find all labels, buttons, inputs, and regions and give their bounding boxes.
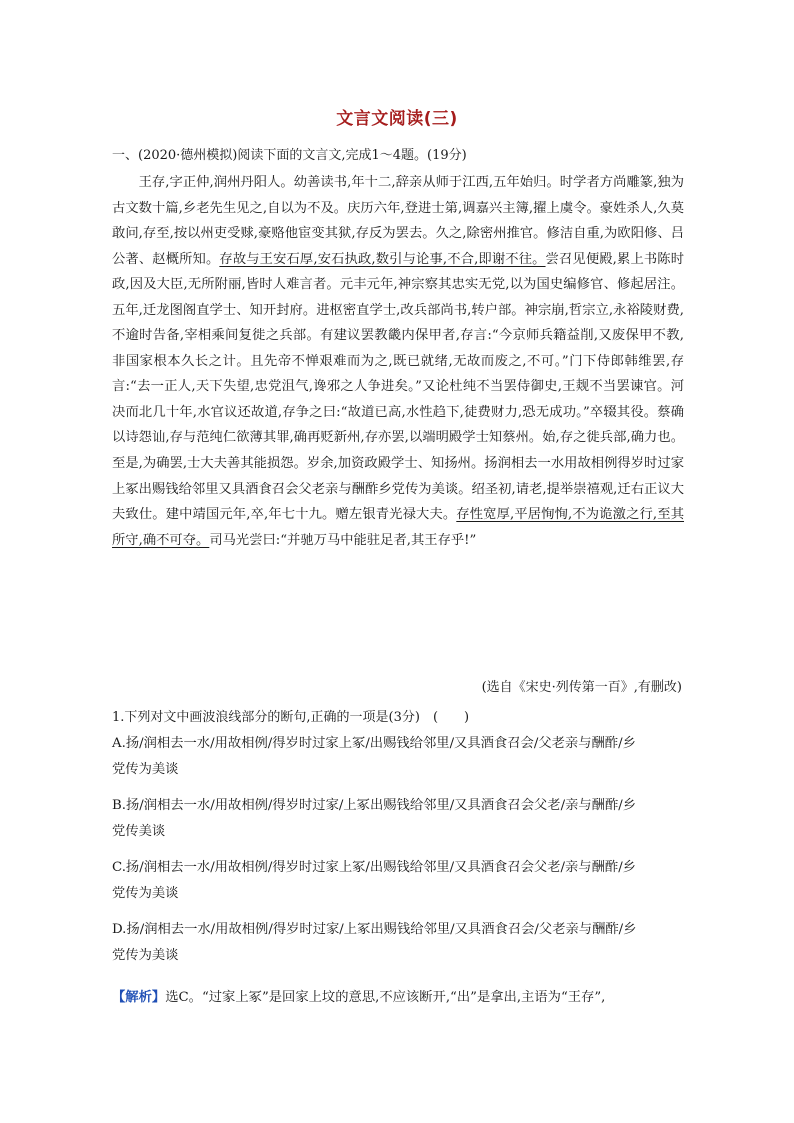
underlined-sentence-2: 存性宽厚,平居恂恂,不为诡激之行,至其所守,确不可夺。	[112, 507, 685, 548]
option-c-line-1: C.扬/润相去一水/用故相例/得岁时过家上冢/出赐钱给邻里/又具酒食召会父老/亲与酬酢/乡	[112, 860, 636, 875]
analysis-tag: 【解析】	[112, 990, 166, 1005]
section-heading: 一、(2020·德州模拟)阅读下面的文言文,完成1～4题。(19分)	[112, 148, 467, 163]
underlined-sentence-1: 存故与王安石厚,安石执政,数引与论事,不合,即谢不往。	[219, 251, 546, 267]
option-d-line-2: 党传为美谈	[112, 948, 179, 963]
option-b	[112, 793, 684, 845]
option-a	[112, 731, 684, 783]
passage-text: 司马光尝曰:“并驰万马中能驻足者,其王存乎!”	[209, 532, 477, 548]
question-1: 1.下列对文中画波浪线部分的断句,正确的一项是(3分) ( )	[112, 710, 470, 725]
option-d-line-1: D.扬/润相去一水/用故相例/得岁时过家/上冢出赐钱给邻里/又具酒食召会/父老亲与酬酢/乡	[112, 922, 637, 937]
passage-text: 王存,字正仲,润州丹阳人。幼善读书,年十二,辞亲从师于江西,五年始归。时学者方尚雕篆,独为古文数十篇,乡老先生见之,自以为不及。庆历六年,登进士第,调嘉兴主簿,擢上虞令。豪姓杀人,久莫敢问,存至,按以州吏受赇,豪赂他宦变其狱,存反为罢去。久之,除密州推官。修洁自重,为欧阳修、吕公著、赵概所知。	[112, 175, 684, 267]
passage-text: 尝召见便殿,累上书陈时政,因及大臣,无所附丽,皆时人难言者。元丰元年,神宗察其忠实无党,以为国史编修官、修起居注。五年,迁龙图阁直学士、知开封府。进枢密直学士,改兵部尚书,转户部。神宗崩,哲宗立,永裕陵财费,不逾时告备,宰相乘间复徙之兵部。有建议罢教畿内保甲者,存言:“今京师兵籍益削,又废保甲不教,非国家根本久长之计。且先帝不惮艰难而为之,既已就绪,无故而废之,不可。”门下侍郎韩维罢,存言:“去一正人,天下失望,忠党沮气,谗邪之人争进矣。”又论杜纯不当罢侍御史,王觌不当罢谏官。河决而北几十年,水官议还故道,存争之曰:“故道已高,水性趋下,徒费财力,恐无成功。”卒辍其役。蔡确以诗怨讪,存与范纯仁欲薄其罪,确再贬新州,存亦罢,以端明殿学士知蔡州。始,存之徙兵部,确力也。至是,为确罢,士大夫善其能损怨。岁余,加资政殿学士、知扬州。扬润相去一水用故相例得岁时过家上冢出赐钱给邻里又具酒食召会父老亲与酬酢乡党传为美谈。绍圣初,请老,提举崇禧观,迁右正议大夫致仕。建中靖国元年,卒,年七十九。赠左银青光禄大夫。	[112, 251, 685, 523]
classical-passage	[112, 170, 684, 553]
option-a-line-1: A.扬/润相去一水/用故相例/得岁时过家上冢/出赐钱给邻里/又具酒食召会/父老亲与酬酢/乡	[112, 736, 636, 751]
option-c-line-2: 党传为美谈	[112, 886, 179, 901]
source-citation: (选自《宋史·列传第一百》,有删改)	[481, 680, 682, 695]
option-a-line-2: 党传为美谈	[112, 762, 179, 777]
option-d	[112, 917, 684, 969]
option-c	[112, 855, 684, 907]
analysis	[112, 986, 684, 1010]
option-b-line-1: B.扬/润相去一水/用故相例/得岁时过家/上冢出赐钱给邻里/又具酒食召会父老/亲与酬酢/乡	[112, 798, 637, 813]
passage-paragraph	[112, 170, 684, 553]
analysis-text: 选C。“过家上冢”是回家上坟的意思,不应该断开,“出”是拿出,主语为“王存”,	[165, 990, 606, 1005]
option-b-line-2: 党传美谈	[112, 824, 166, 839]
page-title: 文言文阅读(三)	[336, 109, 458, 129]
